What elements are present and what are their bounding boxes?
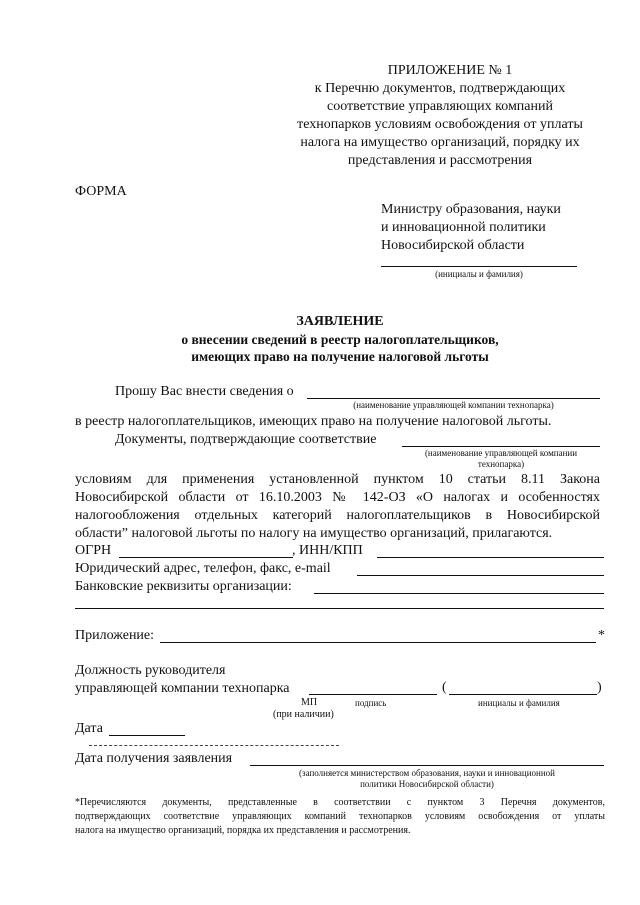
mp-note: (при наличии) bbox=[273, 709, 334, 720]
address-field[interactable] bbox=[357, 575, 604, 576]
paren-close: ) bbox=[597, 680, 602, 695]
docs-company-field[interactable] bbox=[402, 446, 600, 447]
inn-field[interactable] bbox=[377, 557, 604, 558]
statement-title: ЗАЯВЛЕНИЕ bbox=[296, 314, 384, 329]
paragraph-line-4: области” налоговой льготы по налогу на имущество организаций, прилагаются. bbox=[75, 526, 553, 541]
addressee-line-3: Новосибирской области bbox=[381, 238, 525, 253]
position-line-2: управляющей компании технопарка bbox=[75, 681, 290, 696]
addressee-name-line[interactable] bbox=[381, 266, 577, 267]
bank-label: Банковские реквизиты организации: bbox=[75, 579, 292, 594]
request-prefix: Прошу Вас внести сведения о bbox=[115, 384, 294, 399]
statement-subtitle-2: имеющих право на получение налоговой льготы bbox=[191, 349, 489, 364]
asterisk-mark: * bbox=[598, 628, 605, 643]
inn-label: , ИНН/КПП bbox=[292, 543, 363, 558]
appendix-label: Приложение: bbox=[75, 628, 155, 643]
paren-open: ( bbox=[442, 680, 447, 695]
addressee-line-1: Министру образования, науки bbox=[381, 202, 561, 217]
company-name-caption: (наименование управляющей компании технопарка) bbox=[353, 400, 554, 410]
appendix-line-2: соответствие управляющих компаний bbox=[327, 99, 553, 114]
form-label: ФОРМА bbox=[75, 184, 127, 199]
ogrn-field[interactable] bbox=[119, 557, 293, 558]
signature-caption: подпись bbox=[355, 698, 387, 708]
name-caption: инициалы и фамилия bbox=[478, 698, 560, 708]
bank-field[interactable] bbox=[314, 593, 604, 594]
received-label: Дата получения заявления bbox=[75, 751, 233, 766]
appendix-title: ПРИЛОЖЕНИЕ № 1 bbox=[387, 63, 513, 78]
docs-prefix: Документы, подтверждающие соответствие bbox=[115, 432, 377, 447]
addressee-line-2: и инновационной политики bbox=[381, 220, 546, 235]
footnote-line-1: *Перечисляются документы, представленные в соответствии с пунктом 3 Перечня документов, bbox=[75, 797, 605, 808]
date-label: Дата bbox=[75, 721, 103, 736]
full-name-field[interactable] bbox=[449, 694, 597, 695]
paragraph-line-1: условиям для применения установленной пунктом 10 статьи 8.11 Закона bbox=[75, 472, 600, 487]
address-label: Юридический адрес, телефон, факс, e-mail bbox=[75, 561, 331, 576]
mp-label: МП bbox=[301, 697, 318, 708]
addressee-caption: (инициалы и фамилия) bbox=[435, 269, 523, 279]
date-field[interactable] bbox=[109, 735, 185, 736]
bank-field-extra[interactable] bbox=[75, 608, 604, 609]
received-date-field[interactable] bbox=[250, 765, 604, 766]
appendix-line-1: к Перечню документов, подтверждающих bbox=[314, 81, 566, 96]
ogrn-label: ОГРН bbox=[75, 543, 112, 558]
docs-caption-2: технопарка) bbox=[477, 459, 525, 469]
paragraph-line-3: налогообложения отдельных категорий налогоплательщиков в Новосибирской bbox=[75, 508, 600, 523]
appendix-field[interactable] bbox=[160, 642, 596, 643]
received-caption-2: политики Новосибирской области) bbox=[360, 779, 494, 789]
docs-caption-1: (наименование управляющей компании bbox=[424, 448, 578, 458]
paragraph-line-2: Новосибирской области от 16.10.2003 № 142-ОЗ «О налогах и особенностях bbox=[75, 490, 600, 505]
appendix-line-3: технопарков условиям освобождения от уплаты bbox=[297, 117, 583, 132]
footnote-line-3: налога на имущество организаций, порядка их представления и рассмотрения. bbox=[75, 825, 411, 836]
statement-subtitle-1: о внесении сведений в реестр налогоплательщиков, bbox=[181, 332, 499, 347]
separator-dashed bbox=[89, 745, 339, 746]
position-line-1: Должность руководителя bbox=[75, 663, 226, 678]
company-name-field[interactable] bbox=[307, 398, 600, 399]
registry-line: в реестр налогоплательщиков, имеющих право на получение налоговой льготы. bbox=[75, 414, 552, 429]
signature-field[interactable] bbox=[309, 694, 437, 695]
footnote-line-2: подтверждающих соответствие управляющих компаний технопарков условиям освобождения от уплаты bbox=[75, 811, 605, 822]
appendix-line-5: представления и рассмотрения bbox=[347, 153, 533, 168]
received-caption-1: (заполняется министерством образования, науки и инновационной bbox=[299, 768, 555, 778]
appendix-line-4: налога на имущество организаций, порядку их bbox=[300, 135, 580, 150]
